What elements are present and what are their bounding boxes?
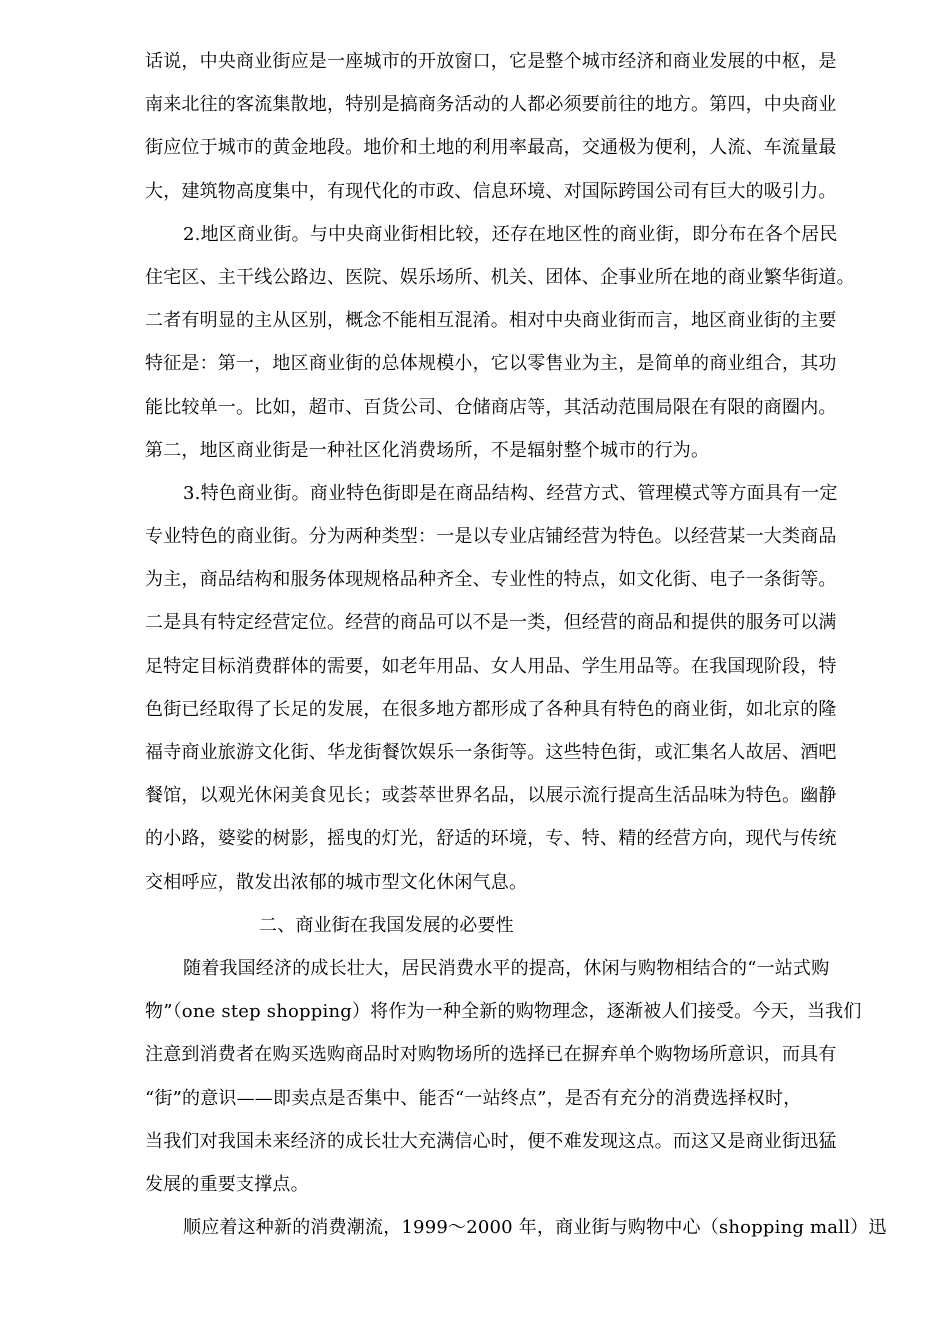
text-line: 专业特色的商业街。分为两种类型：一是以专业店铺经营为特色。以经营某一大类商品 — [145, 526, 837, 548]
text-line: 福寺商业旅游文化街、华龙街餐饮娱乐一条街等。这些特色街，或汇集名人故居、酒吧 — [145, 742, 837, 763]
text-line: 二者有明显的主从区别，概念不能相互混淆。相对中央商业街而言，地区商业街的主要 — [145, 310, 837, 332]
text-line: 住宅区、主干线公路边、医院、娱乐场所、机关、团体、企事业所在地的商业繁华街道。 — [145, 266, 855, 288]
paragraph-start-line: 2.地区商业街。与中央商业街相比较，还存在地区性的商业街，即分布在各个居民 — [183, 223, 838, 245]
text-line: 南来北往的客流集散地，特别是搞商务活动的人都必须要前往的地方。第四，中央商业 — [145, 94, 837, 116]
text-line: “街”的意识——即卖点是否集中、能否“一站终点”，是否有充分的消费选择权时， — [145, 1087, 802, 1109]
text-line: 的小路，婆娑的树影，摇曳的灯光，舒适的环境，专、特、精的经营方向，现代与传统 — [145, 828, 837, 850]
paragraph-start-line: 3.特色商业街。商业特色街即是在商品结构、经营方式、管理模式等方面具有一定 — [183, 482, 838, 504]
text-line: 足特定目标消费群体的需要，如老年用品、女人用品、学生用品等。在我国现阶段，特 — [145, 655, 837, 677]
document-page — [145, 40, 887, 1249]
text-line: 餐馆，以观光休闲美食见长；或荟萃世界名品，以展示流行提高生活品味为特色。幽静 — [145, 785, 837, 807]
section-heading: 二、商业街在我国发展的必要性 — [259, 914, 514, 936]
text-line: 当我们对我国未来经济的成长壮大充满信心时，便不难发现这点。而这又是商业街迅猛 — [145, 1130, 837, 1152]
text-line: 特征是：第一，地区商业街的总体规模小，它以零售业为主，是简单的商业组合，其功 — [145, 353, 837, 375]
text-line: 为主，商品结构和服务体现规格品种齐全、专业性的特点，如文化街、电子一条街等。 — [145, 569, 837, 591]
text-line: 话说，中央商业街应是一座城市的开放窗口，它是整个城市经济和商业发展的中枢，是 — [145, 51, 837, 72]
text-line: 注意到消费者在购买选购商品时对购物场所的选择已在摒弃单个购物场所意识，而具有 — [145, 1044, 837, 1066]
text-line: 交相呼应，散发出浓郁的城市型文化休闲气息。 — [145, 871, 528, 893]
text-line: 第二，地区商业街是一种社区化消费场所，不是辐射整个城市的行为。 — [145, 439, 710, 461]
text-line: 街应位于城市的黄金地段。地价和土地的利用率最高，交通极为便利，人流、车流量最 — [145, 137, 837, 159]
text-line: 能比较单一。比如，超市、百货公司、仓储商店等，其活动范围局限在有限的商圈内。 — [145, 396, 837, 418]
paragraph-start-line: 顺应着这种新的消费潮流，1999～2000 年，商业街与购物中心（shopping mall）迅 — [183, 1217, 887, 1239]
text-line: 色街已经取得了长足的发展，在很多地方都形成了各种具有特色的商业街，如北京的隆 — [145, 698, 837, 720]
paragraph-start-line: 随着我国经济的成长壮大，居民消费水平的提高，休闲与购物相结合的“一站式购 — [183, 957, 830, 979]
text-line: 大，建筑物高度集中，有现代化的市政、信息环境、对国际跨国公司有巨大的吸引力。 — [145, 180, 837, 202]
text-line: 物”（one step shopping）将作为一种全新的购物理念，逐渐被人们接受。今天，当我们 — [145, 1001, 862, 1023]
text-line: 二是具有特定经营定位。经营的商品可以不是一类，但经营的商品和提供的服务可以满 — [145, 612, 837, 634]
text-line: 发展的重要支撑点。 — [145, 1173, 309, 1195]
